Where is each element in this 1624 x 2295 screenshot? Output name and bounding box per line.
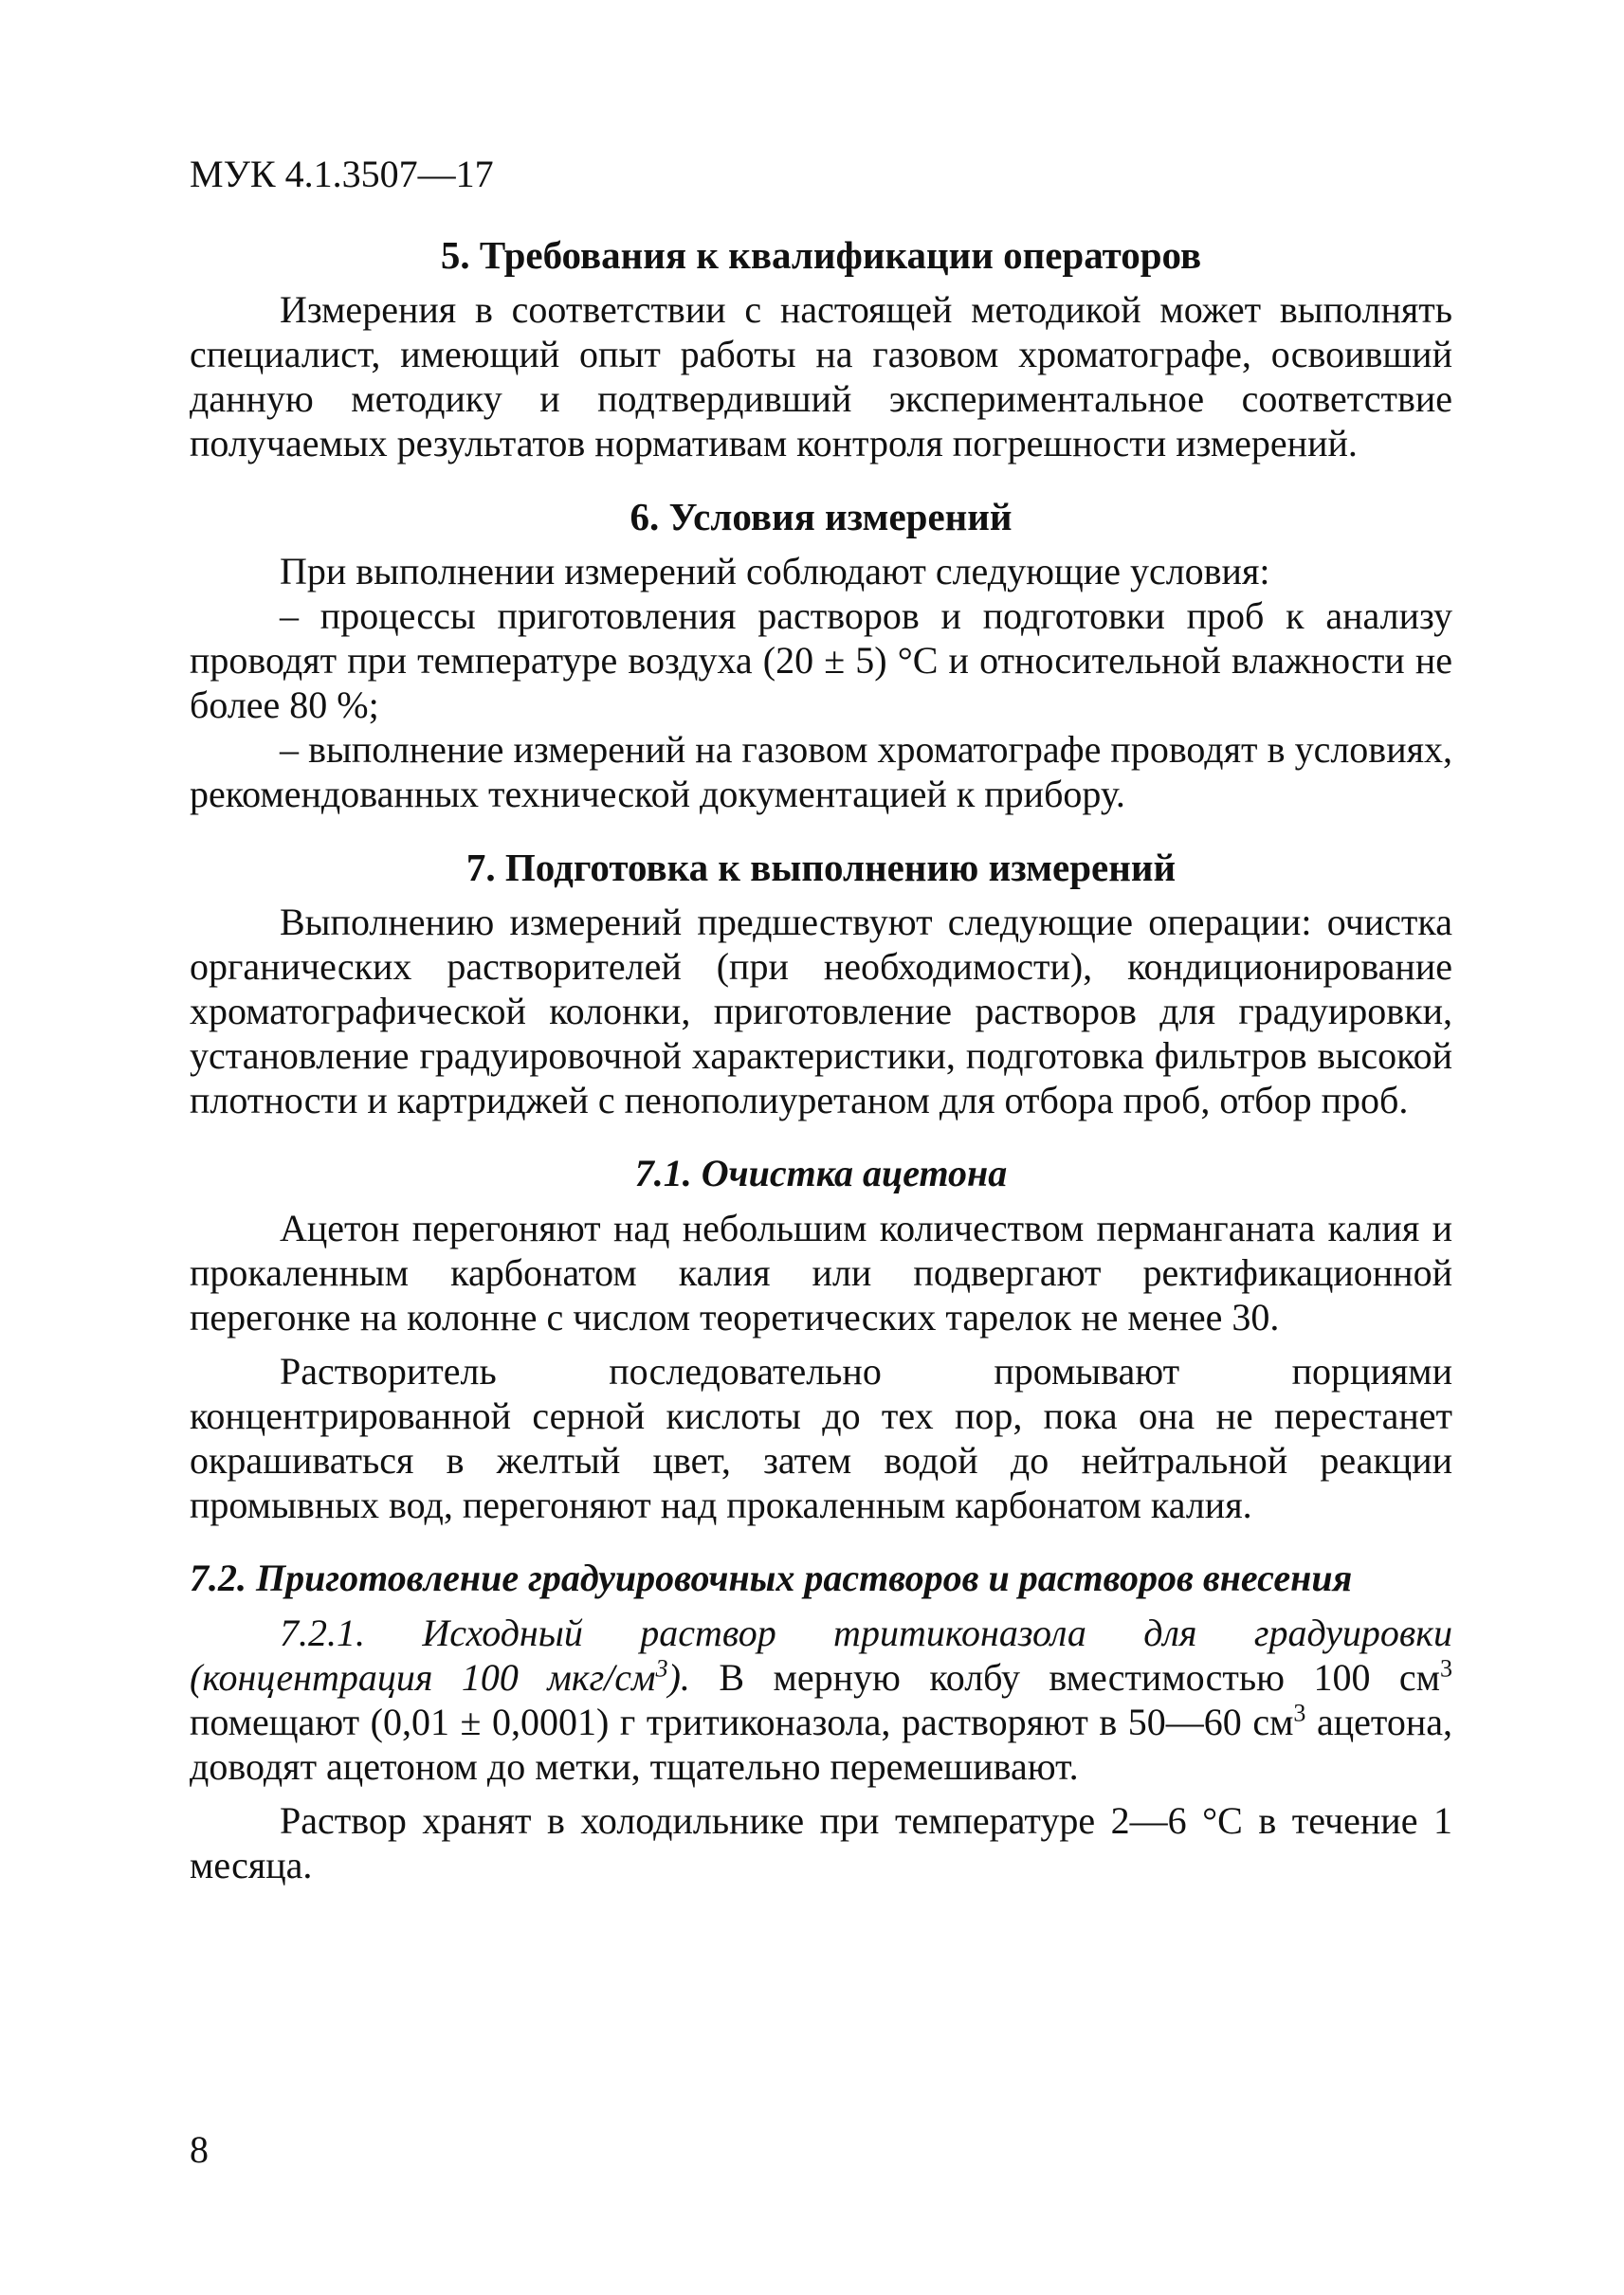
section-7-1-paragraph-2: Растворитель последовательно промывают порциями концентрированной серной кислоты до тех пор, пока она не перестанет окрашиваться в желтый цвет, затем водой до нейтральной реакции промывных вод, перегоняют над прокаленным карбонатом калия. xyxy=(190,1350,1452,1526)
document-code: МУК 4.1.3507—17 xyxy=(190,153,494,195)
page-number: 8 xyxy=(190,2128,209,2171)
section-6-paragraph-1: При выполнении измерений соблюдают следующие условия: xyxy=(280,550,1270,592)
document-page xyxy=(190,152,1452,1916)
section-6-paragraph-2: – процессы приготовления растворов и подготовки проб к анализу проводят при температуре воздуха (20 ± 5) °C и относительной влажности не более 80 %; xyxy=(190,594,1452,726)
section-6-title: 6. Условия измерений xyxy=(630,495,1013,538)
section-7-2 xyxy=(190,1556,1452,1887)
text-fragment: помещают (0,01 ± 0,0001) г тритиконазола, растворяют в 50—60 см xyxy=(190,1701,1294,1743)
section-7-1-paragraph-1: Ацетон перегоняют над небольшим количеством перманганата калия и прокаленным карбонатом калия или подвергают ректификационной перегонке на колонне с числом теоретических тарелок не менее 30. xyxy=(190,1207,1452,1339)
section-7-1-title: 7.1. Очистка ацетона xyxy=(634,1152,1008,1194)
section-5 xyxy=(190,232,1452,465)
section-5-title: 5. Требования к квалификации операторов xyxy=(440,233,1202,277)
section-7-2-1-storage-paragraph: Раствор хранят в холодильнике при температуре 2—6 °C в течение 1 месяца. xyxy=(190,1799,1452,1886)
text-fragment: В мерную колбу вместимостью 100 см xyxy=(689,1656,1440,1699)
section-7-2-title: 7.2. Приготовление градуировочных растворов и растворов внесения xyxy=(190,1557,1353,1599)
section-7-2-1-heading: 7.2.1. Исходный раствор тритиконазола для градуировки (концентрация 100 мкг/см xyxy=(190,1612,1452,1699)
section-6 xyxy=(190,494,1452,816)
section-7-2-1-heading-end: ). xyxy=(667,1656,690,1699)
section-5-paragraph: Измерения в соответствии с настоящей методикой может выполнять специалист, имеющий опыт работы на газовом хроматографе, освоивший данную методику и подтвердивший экспериментальное соответствие получаемых результатов нормативам контроля погрешности измерений. xyxy=(190,288,1452,464)
superscript: 3 xyxy=(1440,1654,1452,1683)
superscript: 3 xyxy=(1293,1699,1306,1727)
section-7-1 xyxy=(190,1151,1452,1527)
superscript: 3 xyxy=(655,1654,668,1683)
section-7-paragraph: Выполнению измерений предшествуют следующие операции: очистка органических растворителей (при необходимости), кондиционирование хроматографической колонки, приготовление растворов для градуировки, установление градуировочной характеристики, подготовка фильтров высокой плотности и картриджей с пенополиуретаном для отбора проб, отбор проб. xyxy=(190,901,1452,1121)
section-6-paragraph-3: – выполнение измерений на газовом хроматографе проводят в условиях, рекомендованных технической документацией к прибору. xyxy=(190,728,1452,815)
section-7-2-1-paragraph xyxy=(190,1611,1452,1789)
text-fragment: ацетона, доводят ацетоном до метки, тщательно перемешивают. xyxy=(190,1701,1452,1788)
section-7-title: 7. Подготовка к выполнению измерений xyxy=(465,846,1177,889)
section-7 xyxy=(190,845,1452,1122)
